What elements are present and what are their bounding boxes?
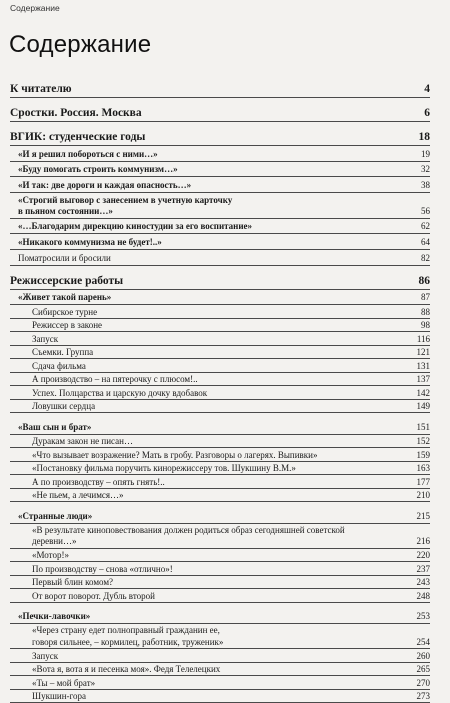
toc-entry-title: Режиссерские работы [10, 274, 124, 287]
toc-subchapter [10, 576, 430, 590]
toc-subchapter [10, 549, 430, 563]
toc-chapter [10, 177, 430, 193]
table-of-contents [10, 80, 430, 703]
toc-page-number: 64 [421, 236, 430, 247]
toc-subchapter [10, 524, 430, 549]
toc-page-number: 265 [416, 664, 430, 675]
toc-entry-title: «Вота я, вота я и песенка моя». Федя Телелецких [32, 664, 221, 675]
toc-section [10, 104, 430, 122]
toc-entry-title [18, 195, 417, 218]
running-head: Содержание [10, 3, 60, 13]
toc-subchapter [10, 562, 430, 576]
toc-section [10, 128, 430, 146]
toc-section [10, 80, 430, 98]
toc-subchapter [10, 589, 430, 603]
toc-entry-title: Запуск [32, 333, 59, 344]
toc-page-number: 116 [416, 333, 430, 344]
toc-chapter [10, 162, 430, 178]
toc-page-number: 254 [416, 636, 430, 647]
toc-page-number: 6 [424, 107, 430, 119]
toc-page-number: 270 [416, 677, 430, 688]
toc-chapter [10, 234, 430, 250]
toc-subchapter [10, 373, 430, 387]
toc-page-number: 149 [416, 401, 430, 412]
toc-page-number: 4 [424, 83, 430, 95]
toc-entry-title: «Постановку фильма поручить кинорежиссеру тов. Шукшину В.М.» [32, 463, 296, 474]
toc-entry-title: «Что вызывает возражение? Мать в гробу. Разговоры о лагерях. Выпивки» [32, 449, 318, 460]
toc-page-number: 159 [416, 449, 430, 460]
toc-entry-title: «Мотор!» [32, 550, 69, 561]
toc-entry-title: Съемки. Группа [32, 347, 94, 358]
toc-subchapter [10, 676, 430, 690]
toc-entry-title: Ловушки сердца [32, 401, 96, 412]
toc-subchapter [10, 386, 430, 400]
toc-page-number: 215 [416, 510, 430, 521]
toc-chapter [10, 290, 430, 306]
toc-entry-title: Дуракам закон не писан… [32, 436, 133, 447]
toc-subchapter [10, 663, 430, 677]
toc-entry-title: Запуск [32, 650, 59, 661]
toc-entry-title: Первый блин комом? [32, 577, 114, 588]
toc-chapter [10, 508, 430, 524]
toc-page-number: 163 [416, 463, 430, 474]
toc-page-number: 87 [421, 292, 430, 303]
toc-entry-title: Поматросили и бросили [18, 252, 111, 263]
toc-entry-title [32, 525, 413, 548]
toc-page-number: 253 [416, 611, 430, 622]
toc-page-number: 98 [421, 320, 430, 331]
toc-entry-title: А производство – на пятерочку с плюсом!.. [32, 374, 198, 385]
toc-entry-title-line2: в пьяном состоянии…» [18, 206, 113, 217]
toc-entry-title: От ворот поворот. Дубль второй [32, 590, 155, 601]
toc-entry-title: Сибирское турне [32, 306, 98, 317]
toc-page-number: 142 [416, 387, 430, 398]
toc-page-number: 137 [416, 374, 430, 385]
toc-subchapter [10, 400, 430, 414]
toc-page-number: 62 [421, 221, 430, 232]
toc-section [10, 272, 430, 290]
toc-entry-title-line2: говоря сильнее, – кормилец, работник, труженик» [32, 636, 224, 647]
toc-entry-title: «…Благодарим дирекцию киностудии за его воспитание» [18, 221, 253, 232]
toc-entry-title-line1: «В результате киноповествования должен родиться образ сегодняшней советской [32, 524, 345, 535]
toc-page-number: 220 [416, 550, 430, 561]
toc-entry-title: ВГИК: студенческие годы [10, 131, 146, 143]
toc-entry-title: «Не пьем, а лечимся…» [32, 490, 124, 501]
toc-page-number: 260 [416, 650, 430, 661]
toc-entry-title: Сростки. Россия. Москва [10, 107, 142, 119]
toc-entry-title: «И я решил побороться с ними…» [18, 148, 158, 159]
toc-chapter [10, 609, 430, 625]
page-title: Содержание [9, 31, 152, 58]
toc-entry-title: «Буду помогать строить коммунизм…» [18, 164, 178, 175]
toc-subchapter [10, 624, 430, 649]
toc-page-number: 38 [421, 179, 430, 190]
toc-entry-title: «Никакого коммунизма не будет!..» [18, 236, 162, 247]
toc-page-number: 216 [416, 536, 430, 547]
toc-entry-title [32, 625, 413, 648]
toc-page-number: 131 [416, 360, 430, 371]
toc-entry-title: «Ваш сын и брат» [18, 421, 92, 432]
toc-entry-title: «И так: две дороги и каждая опасность…» [18, 179, 192, 190]
toc-subchapter [10, 332, 430, 346]
toc-subchapter [10, 319, 430, 333]
toc-page-number: 18 [418, 131, 430, 143]
toc-entry-title: По производству – снова «отлично»! [32, 563, 173, 574]
toc-page-number: 86 [418, 274, 430, 287]
toc-entry-title-line1: «Через страну едет полноправный гражданин ее, [32, 625, 220, 636]
toc-entry-title: Успех. Полцарства и царскую дочку вдобавок [32, 387, 208, 398]
toc-page-number: 273 [416, 691, 430, 702]
toc-subchapter [10, 475, 430, 489]
toc-page-number: 152 [416, 436, 430, 447]
toc-chapter [10, 419, 430, 435]
toc-chapter [10, 250, 430, 266]
toc-entry-title: «Печки-лавочки» [18, 611, 91, 622]
toc-subchapter [10, 649, 430, 663]
toc-entry-title: К читателю [10, 83, 72, 95]
toc-entry-title-line2: деревни…» [32, 536, 77, 547]
toc-subchapter [10, 346, 430, 360]
toc-subchapter [10, 690, 430, 703]
toc-entry-title: «Странные люди» [18, 510, 93, 521]
toc-subchapter [10, 462, 430, 476]
toc-page-number: 19 [421, 148, 430, 159]
toc-subchapter [10, 359, 430, 373]
toc-page-number: 177 [416, 476, 430, 487]
toc-page-number: 88 [421, 306, 430, 317]
toc-subchapter [10, 305, 430, 319]
toc-subchapter [10, 448, 430, 462]
toc-entry-title: А по производству – опять гнять!.. [32, 476, 165, 487]
toc-entry-title: Сдача фильма [32, 360, 86, 371]
toc-page-number: 151 [416, 421, 430, 432]
toc-entry-title: «Ты – мой брат» [32, 677, 96, 688]
toc-chapter [10, 146, 430, 162]
toc-page-number: 56 [421, 206, 430, 217]
toc-entry-title-line1: «Строгий выговор с занесением в учетную карточку [18, 194, 233, 205]
toc-page-number: 237 [416, 563, 430, 574]
toc-subchapter [10, 435, 430, 449]
toc-page-number: 210 [416, 490, 430, 501]
toc-entry-title: Шукшин-гора [32, 691, 86, 702]
toc-page-number: 32 [421, 164, 430, 175]
toc-chapter [10, 193, 430, 219]
toc-page-number: 248 [416, 590, 430, 601]
toc-page-number: 121 [416, 347, 430, 358]
toc-page-number: 243 [416, 577, 430, 588]
toc-chapter [10, 219, 430, 235]
toc-page-number: 82 [421, 252, 430, 263]
toc-entry-title: «Живет такой парень» [18, 292, 112, 303]
toc-subchapter [10, 489, 430, 503]
toc-entry-title: Режиссер в законе [32, 320, 103, 331]
